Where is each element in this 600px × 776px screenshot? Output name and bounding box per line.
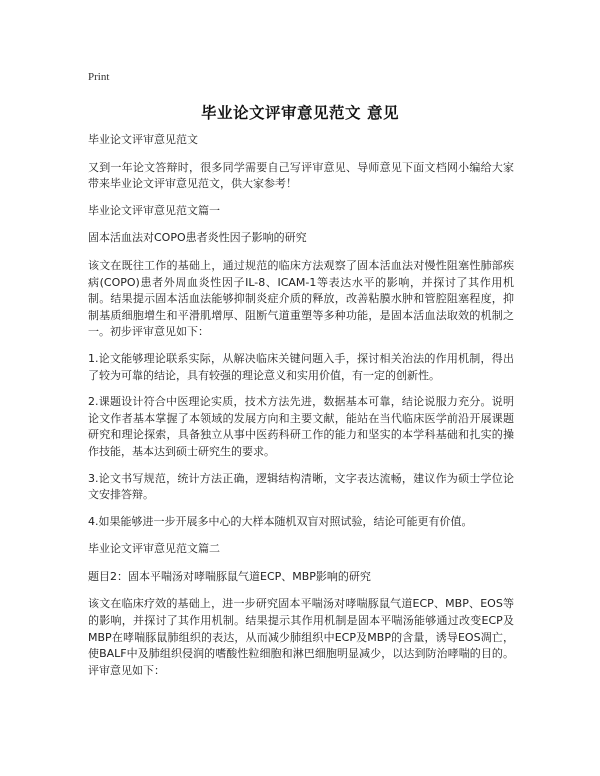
section2-heading: 毕业论文评审意见范文篇二 <box>88 542 220 556</box>
subtitle: 毕业论文评审意见范文 <box>88 133 198 146</box>
document-body <box>88 132 514 689</box>
page-title: 毕业论文评审意见范文 意见 <box>201 104 399 122</box>
section1-topic: 固本活血法对COPO患者炎性因子影响的研究 <box>88 231 307 245</box>
review-item-3: 3.论文书写规范，统计方法正确，逻辑结构清晰，文字表达流畅，建议作为硕士学位论文安排答辩。 <box>88 471 514 502</box>
intro-paragraph: 又到一年论文答辩时，很多同学需要自己写评审意见、导师意见下面文档网小编给大家带来毕业论文评审意见范文，供大家参考！ <box>88 160 514 191</box>
print-label: Print <box>88 71 110 83</box>
section2-topic: 题目2：固本平喘汤对哮喘豚鼠气道ECP、MBP影响的研究 <box>88 569 371 583</box>
section2-summary: 该文在临床疗效的基础上，进一步研究固本平喘汤对哮喘豚鼠气道ECP、MBP、EOS等的影响，并探讨了其作用机制。结果提示其作用机制是固本平喘汤能够通过改变ECP及MBP在哮喘豚鼠肺组织的表达，从而减少肺组织中ECP及MBP的含量，诱导EOS凋亡，使BALF中及肺组织侵润的嗜酸性粒细胞和淋巴细胞明显减少，以达到防治哮喘的目的。评审意见如下： <box>88 597 514 677</box>
review-item-4: 4.如果能够进一步开展多中心的大样本随机双盲对照试验，结论可能更有价值。 <box>88 514 473 528</box>
section1-heading: 毕业论文评审意见范文篇一 <box>88 203 220 217</box>
review-item-1: 1.论文能够理论联系实际，从解决临床关键问题入手，探讨相关治法的作用机制，得出了较为可靠的结论，具有较强的理论意义和实用价值，有一定的创新性。 <box>88 351 514 382</box>
section1-summary: 该文在既往工作的基础上，通过规范的临床方法观察了固本活血法对慢性阻塞性肺部疾病(COPO)患者外周血炎性因子IL-8、ICAM-1等表达水平的影响，并探讨了其作用机制。结果提示固本活血法能够抑制炎症介质的释放，改善粘膜水肿和管腔阻塞程度，抑制基质细胞增生和平滑肌增厚、阻断气道重塑等多种功能，是固本活血法取效的机制之一。初步评审意见如下： <box>88 258 514 339</box>
review-item-2: 2.课题设计符合中医理论实质，技术方法先进，数据基本可靠，结论说服力充分。说明论文作者基本掌握了本领域的发展方向和主要文献，能站在当代临床医学前沿开展课题研究和理论探索，具备独立从事中医药科研工作的能力和坚实的本学科基础和扎实的操作技能，基本达到硕士研究生的要求。 <box>88 395 514 458</box>
